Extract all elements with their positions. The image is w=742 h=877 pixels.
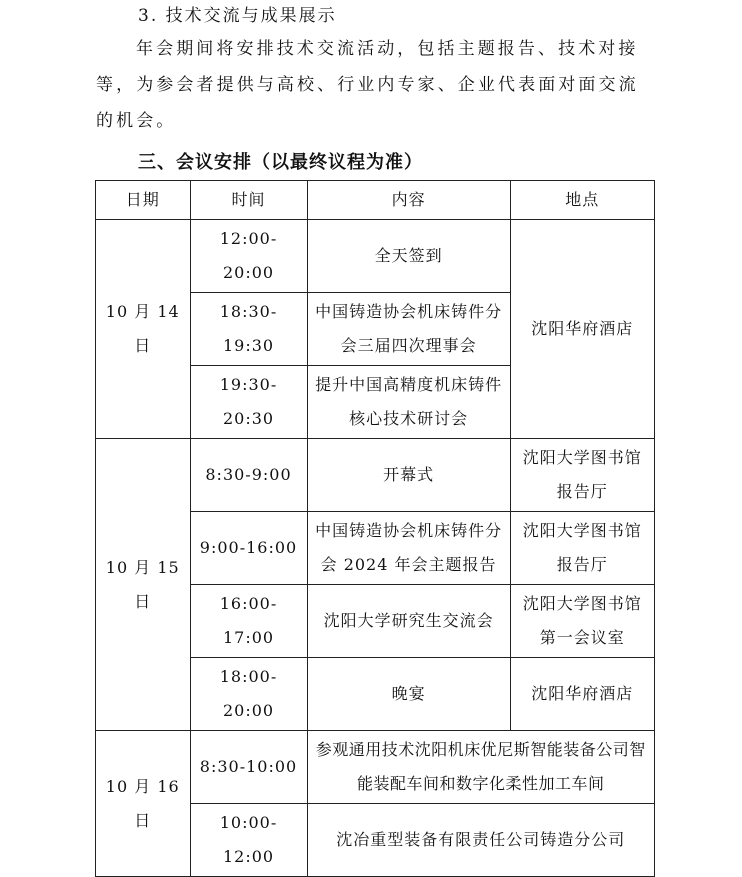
place-cell: 沈阳大学图书馆报告厅 — [510, 439, 654, 512]
section-3-title: 3. 技术交流与成果展示 — [138, 6, 337, 26]
agenda-table — [95, 180, 655, 877]
table-header-row — [96, 181, 655, 220]
content-cell: 晚宴 — [307, 658, 510, 731]
header-date: 日期 — [96, 181, 191, 220]
header-time: 时间 — [190, 181, 307, 220]
agenda-heading: 三、会议安排（以最终议程为准） — [138, 152, 423, 173]
time-cell: 18:30-19:30 — [190, 293, 307, 366]
header-content: 内容 — [307, 181, 510, 220]
date-cell: 10 月 16 日 — [96, 731, 191, 877]
table-row — [96, 731, 655, 804]
time-cell: 9:00-16:00 — [190, 512, 307, 585]
time-cell: 18:00-20:00 — [190, 658, 307, 731]
table-row — [96, 439, 655, 512]
content-cell: 沈阳大学研究生交流会 — [307, 585, 510, 658]
content-cell: 全天签到 — [307, 220, 510, 293]
content-cell: 沈冶重型装备有限责任公司铸造分公司 — [307, 804, 654, 877]
content-cell: 中国铸造协会机床铸件分会 2024 年会主题报告 — [307, 512, 510, 585]
date-cell: 10 月 15 日 — [96, 439, 191, 731]
content-cell: 参观通用技术沈阳机床优尼斯智能装备公司智能装配车间和数字化柔性加工车间 — [307, 731, 654, 804]
place-cell: 沈阳大学图书馆报告厅 — [510, 512, 654, 585]
time-cell: 8:30-9:00 — [190, 439, 307, 512]
time-cell: 10:00-12:00 — [190, 804, 307, 877]
place-cell: 沈阳大学图书馆第一会议室 — [510, 585, 654, 658]
section-3-body: 年会期间将安排技术交流活动，包括主题报告、技术对接等，为参会者提供与高校、行业内专家、企业代表面对面交流的机会。 — [96, 39, 639, 131]
time-cell: 16:00-17:00 — [190, 585, 307, 658]
place-cell: 沈阳华府酒店 — [510, 658, 654, 731]
table-row — [96, 220, 655, 293]
time-cell: 12:00-20:00 — [190, 220, 307, 293]
time-cell: 19:30-20:30 — [190, 366, 307, 439]
content-cell: 提升中国高精度机床铸件核心技术研讨会 — [307, 366, 510, 439]
date-cell: 10 月 14 日 — [96, 220, 191, 439]
time-cell: 8:30-10:00 — [190, 731, 307, 804]
content-cell: 开幕式 — [307, 439, 510, 512]
place-cell: 沈阳华府酒店 — [510, 220, 654, 439]
header-place: 地点 — [510, 181, 654, 220]
content-cell: 中国铸造协会机床铸件分会三届四次理事会 — [307, 293, 510, 366]
